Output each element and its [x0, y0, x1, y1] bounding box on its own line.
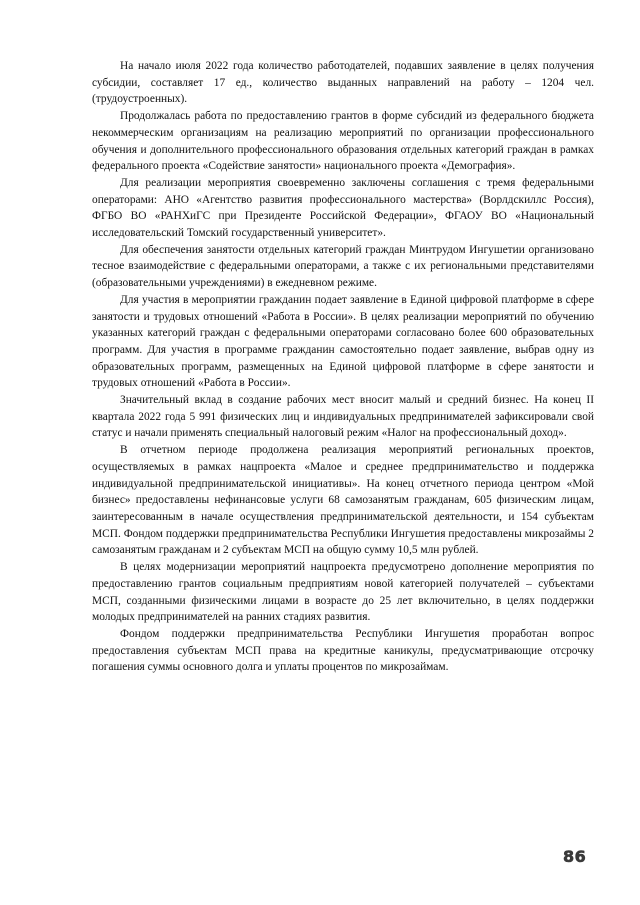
paragraph-federal-operators: Для реализации мероприятия своевременно заключены соглашения с тремя федеральными операторами: АНО «Агентство развития профессионального мастерства» (Ворлдскиллс Россия), ФГБО ВО «РАНХиГС при Президенте Российской Федерации», ФГАОУ ВО «Национальный исследовательский Томский государственный университет».: [92, 176, 594, 240]
paragraph-regional-projects: В отчетном периоде продолжена реализация мероприятий региональных проектов, осуществляемых в рамках нацпроекта «Малое и среднее предпринимательство и поддержка индивидуальной предпринимательской инициативы». На конец отчетного периода центром «Мой бизнес» предоставлены нефинансовые услуги 68 самозанятым гражданам, 605 физическим лицам, заинтересованным в начале осуществления предпринимательской деятельности, и 154 субъектам МСП. Фондом поддержки предпринимательства Республики Ингушетия предоставлены микрозаймы 2 самозанятым гражданам и 2 субъектам МСП на общую сумму 10,5 млн рублей.: [92, 444, 594, 557]
paragraph-application-process: Для участия в мероприятии гражданин подает заявление в Единой цифровой платформе в сфере занятости и трудовых отношений «Работа в России». В целях реализации мероприятий по обучению указанных категорий граждан с федеральными операторами согласовано более 600 образовательных программ. Для участия в программе гражданин самостоятельно подает заявление, выбрав одну из образовательных программ, размещенных на Единой цифровой платформе в сфере занятости и трудовых отношений «Работа в России».: [92, 293, 594, 390]
paragraph-modernization: В целях модернизации мероприятий нацпроекта предусмотрено дополнение мероприятия по предоставлению грантов социальным предприятиям новой категорией получателей – субъектами МСП, созданными физическими лицами в возрасте до 25 лет включительно, в целях поддержки молодых предпринимателей на ранних стадиях развития.: [92, 561, 594, 624]
paragraph-credit-holidays: Фондом поддержки предпринимательства Республики Ингушетия проработан вопрос предоставления субъектам МСП права на кредитные каникулы, предусматривающие отсрочку погашения суммы основного долга и уплаты процентов по микрозаймам.: [92, 627, 594, 674]
paragraph-grants-nco: Продолжалась работа по предоставлению грантов в форме субсидий из федерального бюджета некоммерческим организациям на реализацию мероприятий по организации профессионального обучения и дополнительного профессионального образования отдельных категорий граждан в рамках федерального проекта «Содействие занятости» национального проекта «Демография».: [92, 110, 594, 173]
paragraph-small-business: Значительный вклад в создание рабочих мест вносит малый и средний бизнес. На конец II квартала 2022 года 5 991 физических лиц и индивидуальных предпринимателей зафиксировали свой статус и начали применять специальный налоговый режим «Налог на профессиональный доход».: [92, 394, 594, 440]
paragraph-employers-subsidy: На начало июля 2022 года количество работодателей, подавших заявление в целях получения субсидии, составляет 17 ед., количество выданных направлений на работу – 1204 чел. (трудоустроенных).: [92, 60, 594, 106]
document-body: [92, 58, 594, 676]
page-number: 86: [563, 847, 587, 866]
paragraph-employment-cooperation: Для обеспечения занятости отдельных категорий граждан Минтрудом Ингушетии организовано тесное взаимодействие с федеральными операторами, а также с их региональными представителями (образовательными учреждениями) в ежедневном режиме.: [92, 243, 594, 290]
